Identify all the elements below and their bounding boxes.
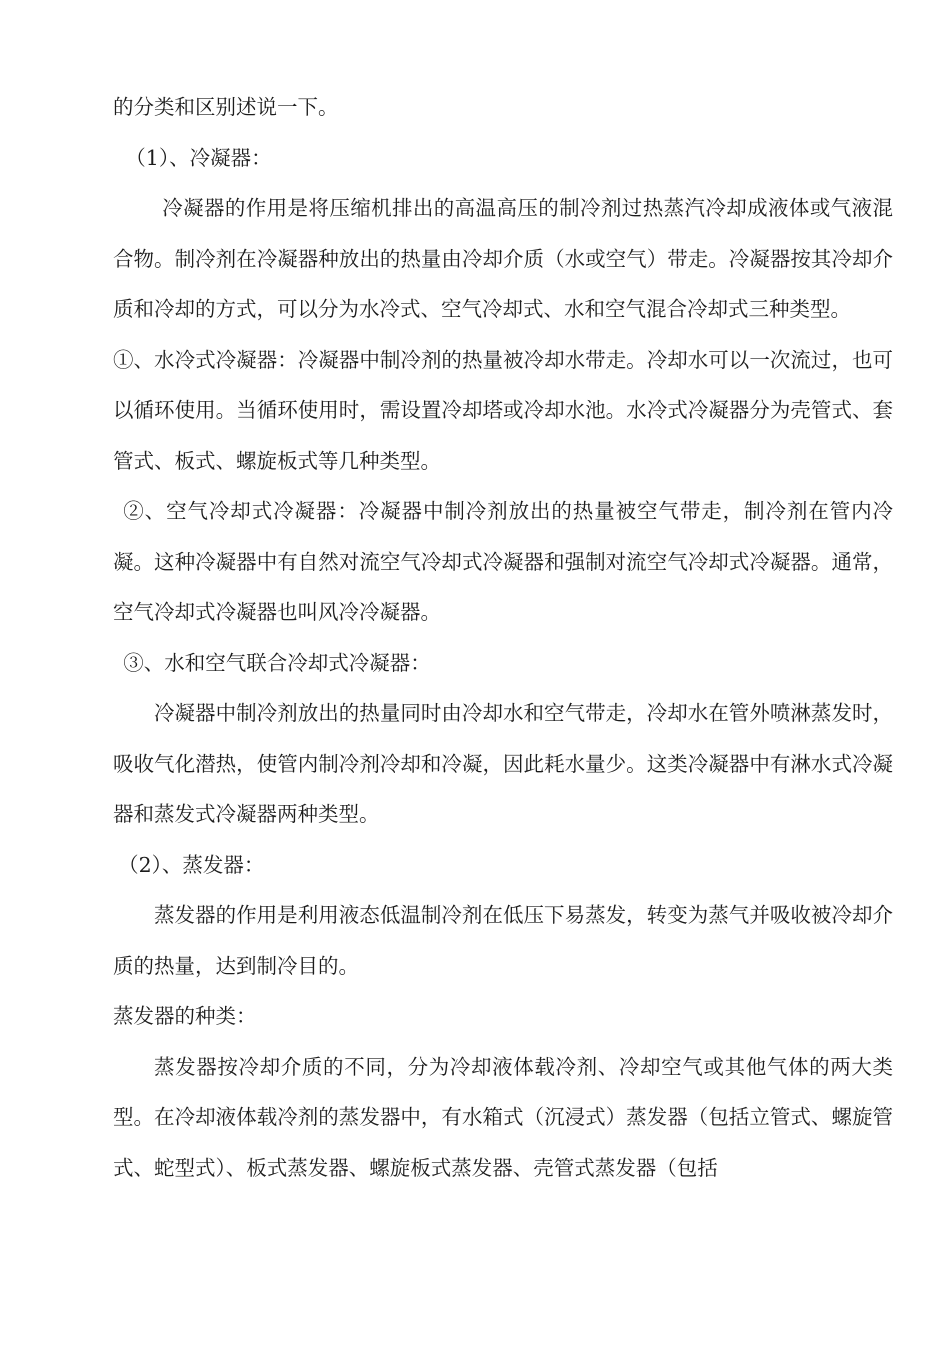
paragraph-air-cooled-condenser: ②、空气冷却式冷凝器：冷凝器中制冷剂放出的热量被空气带走，制冷剂在管内冷凝。这种冷凝器中有自然对流空气冷却式冷凝器和强制对流空气冷却式冷凝器。通常，空气冷却式冷凝器也叫风冷冷凝器。 <box>113 499 893 624</box>
heading-combined-condenser: ③、水和空气联合冷却式冷凝器： <box>123 650 431 675</box>
paragraph-evaporator-types: 蒸发器按冷却介质的不同，分为冷却液体载冷剂、冷却空气或其他气体的两大类型。在冷却液体载冷剂的蒸发器中，有水箱式（沉浸式）蒸发器（包括立管式、螺旋管式、蛇型式）、板式蒸发器、螺旋板式蒸发器、壳管式蒸发器（包括 <box>113 1054 893 1180</box>
document-body <box>113 82 893 1193</box>
paragraph-condenser-function: 冷凝器的作用是将压缩机排出的高温高压的制冷剂过热蒸汽冷却成液体或气液混合物。制冷剂在冷凝器种放出的热量由冷却介质（水或空气）带走。冷凝器按其冷却介质和冷却的方式，可以分为水冷式、空气冷却式、水和空气混合冷却式三种类型。 <box>113 196 893 321</box>
paragraph-combined-condenser: 冷凝器中制冷剂放出的热量同时由冷却水和空气带走，冷却水在管外喷淋蒸发时，吸收气化潜热，使管内制冷剂冷却和冷凝，因此耗水量少。这类冷凝器中有淋水式冷凝器和蒸发式冷凝器两种类型。 <box>113 701 893 826</box>
paragraph-water-cooled-condenser: ①、水冷式冷凝器：冷凝器中制冷剂的热量被冷却水带走。冷却水可以一次流过，也可以循环使用。当循环使用时，需设置冷却塔或冷却水池。水冷式冷凝器分为壳管式、套管式、板式、螺旋板式等几种类型。 <box>113 347 893 473</box>
heading-evaporator-types: 蒸发器的种类： <box>113 1004 257 1028</box>
heading-evaporator: （2）、蒸发器： <box>118 852 265 877</box>
paragraph-continuation: 的分类和区别述说一下。 <box>113 95 339 119</box>
heading-condenser: （1）、冷凝器： <box>125 145 272 170</box>
paragraph-evaporator-function: 蒸发器的作用是利用液态低温制冷剂在低压下易蒸发，转变为蒸气并吸收被冷却介质的热量，达到制冷目的。 <box>113 903 893 978</box>
